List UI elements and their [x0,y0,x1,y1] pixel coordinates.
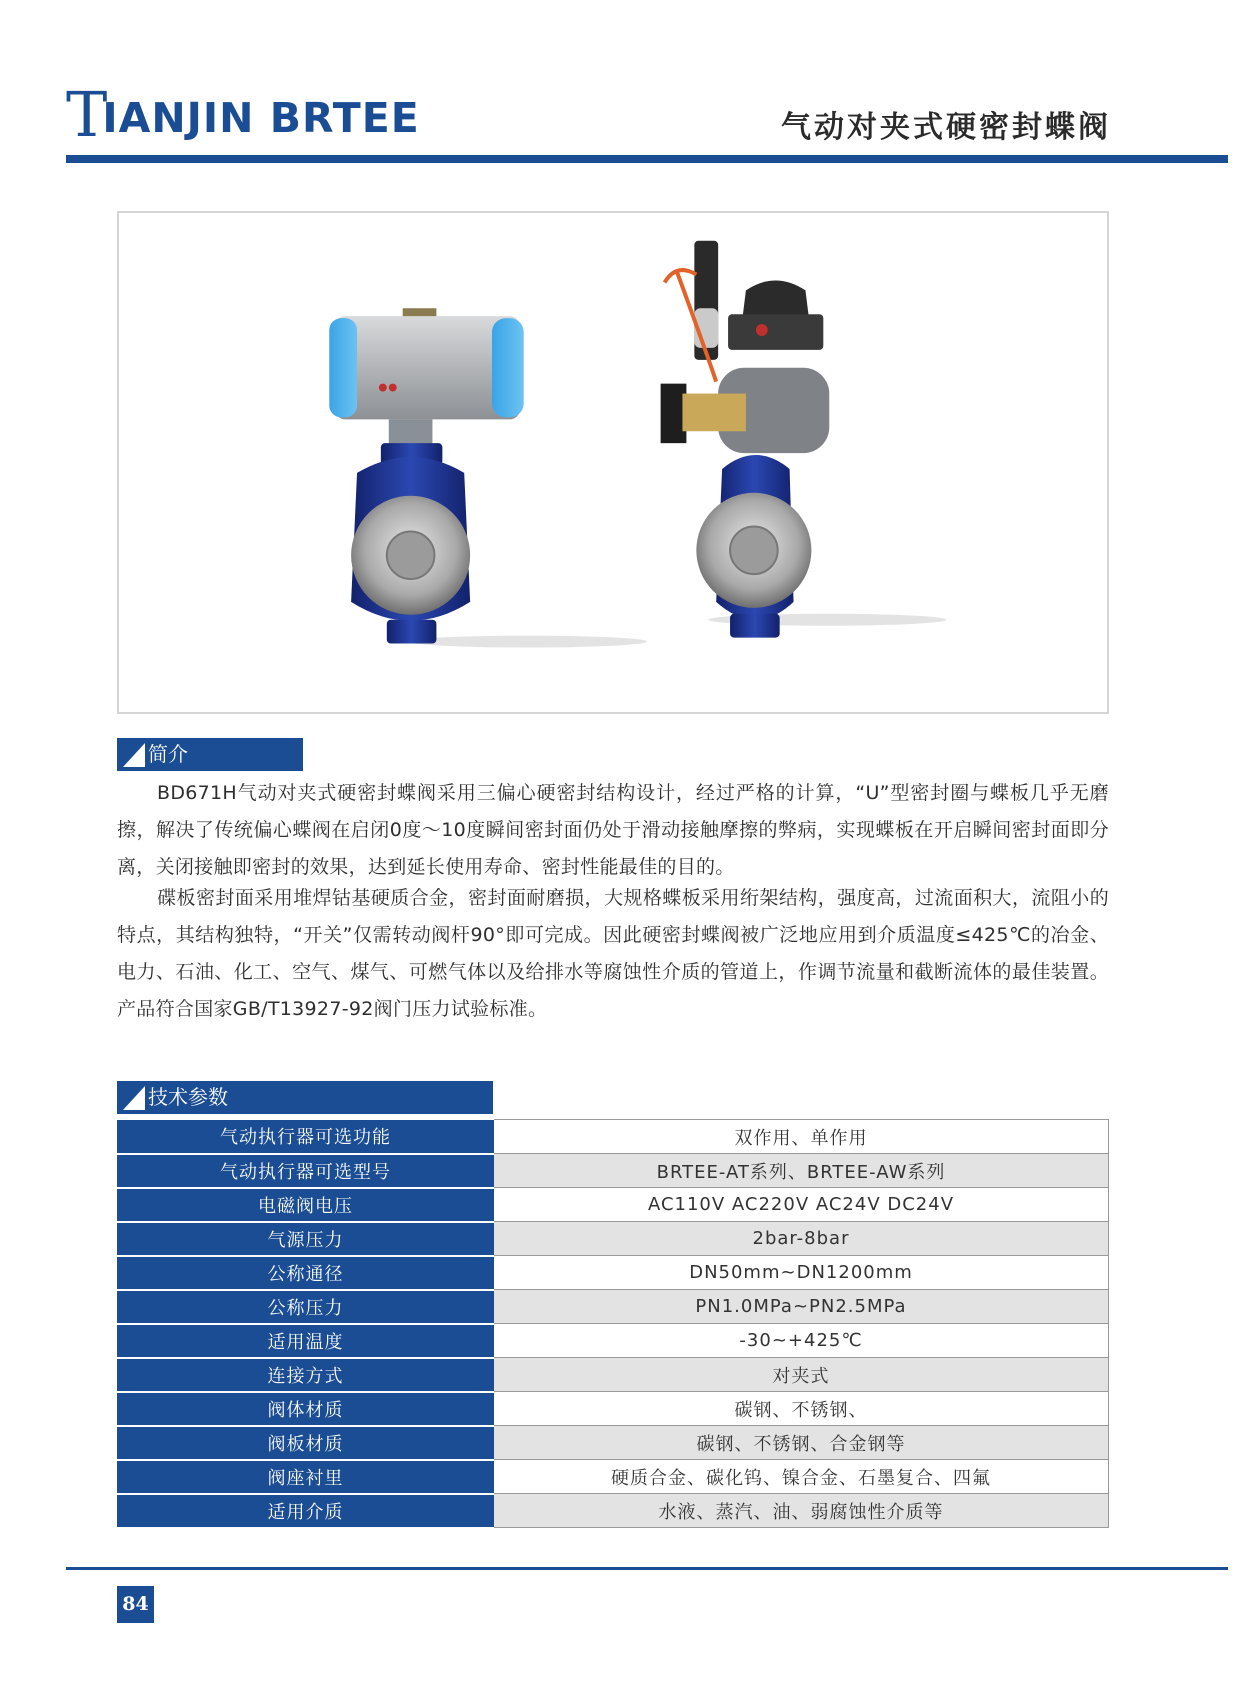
intro-paragraph-2 [117,880,1109,1028]
table-row [117,1494,1109,1528]
product-photo-frame [117,211,1109,714]
table-row [117,1358,1109,1392]
spec-label: 气源压力 [117,1222,494,1256]
table-row [117,1222,1109,1256]
specs-section-header [117,1081,493,1114]
page-number: 84 [117,1586,154,1623]
spec-value: 碳钢、不锈钢、 [494,1392,1109,1426]
specs-section-label: 技术参数 [148,1085,228,1109]
valve-with-actuator [329,308,646,647]
table-row [117,1256,1109,1290]
spec-value: 碳钢、不锈钢、合金钢等 [494,1426,1109,1460]
product-photo [119,213,1107,712]
intro-paragraph-1 [117,775,1109,886]
spec-label: 阀体材质 [117,1392,494,1426]
spec-label: 阀板材质 [117,1426,494,1460]
spec-value: -30~+425℃ [494,1324,1109,1358]
table-row [117,1120,1109,1154]
spec-label: 适用介质 [117,1494,494,1528]
brand-logo [66,78,420,151]
logo-initial: T [66,78,109,151]
table-row [117,1188,1109,1222]
table-row [117,1460,1109,1494]
valve-with-solenoid-and-positioner [661,241,947,638]
table-row [117,1290,1109,1324]
logo-text: IANJIN BRTEE [102,94,420,142]
spec-value: 水液、蒸汽、油、弱腐蚀性介质等 [494,1494,1109,1528]
intro-paragraph-2-text: 碟板密封面采用堆焊钴基硬质合金，密封面耐磨损，大规格蝶板采用绗架结构，强度高，过流面积大，流阻小的特点，其结构独特，“开关”仅需转动阀杆90°即可完成。因此硬密封蝶阀被广泛地应用到介质温度≤425℃的冶金、电力、石油、化工、空气、煤气、可燃气体以及给排水等腐蚀性介质的管道上，作调节流量和截断流体的最佳装置。产品符合国家GB/T13927-92阀门压力试验标准。 [117,887,1109,1020]
spec-value: 双作用、单作用 [494,1120,1109,1154]
table-row [117,1324,1109,1358]
table-row [117,1154,1109,1188]
spec-value: DN50mm~DN1200mm [494,1256,1109,1290]
spec-label: 电磁阀电压 [117,1188,494,1222]
intro-paragraph-1-text: BD671H气动对夹式硬密封蝶阀采用三偏心硬密封结构设计，经过严格的计算，“U”型密封圈与蝶板几乎无磨擦，解决了传统偏心蝶阀在启闭0度～10度瞬间密封面仍处于滑动接触摩擦的弊病，实现蝶板在开启瞬间密封面即分离，关闭接触即密封的效果，达到延长使用寿命、密封性能最佳的目的。 [117,782,1109,878]
footer-rule [66,1567,1228,1570]
spec-value: 硬质合金、碳化钨、镍合金、石墨复合、四氟 [494,1460,1109,1494]
spec-label: 阀座衬里 [117,1460,494,1494]
spec-table [117,1119,1109,1529]
triangle-icon [123,743,145,767]
triangle-icon [123,1086,145,1110]
spec-value: 2bar-8bar [494,1222,1109,1256]
intro-section-header [117,738,303,771]
table-row [117,1392,1109,1426]
spec-label: 气动执行器可选型号 [117,1154,494,1188]
spec-value: AC110V AC220V AC24V DC24V [494,1188,1109,1222]
spec-label: 连接方式 [117,1358,494,1392]
spec-value: 对夹式 [494,1358,1109,1392]
header-rule [66,155,1228,163]
spec-label: 公称压力 [117,1290,494,1324]
spec-label: 适用温度 [117,1324,494,1358]
intro-section-label: 简介 [148,742,188,766]
spec-value: PN1.0MPa~PN2.5MPa [494,1290,1109,1324]
spec-label: 气动执行器可选功能 [117,1120,494,1154]
page-title: 气动对夹式硬密封蝶阀 [781,110,1111,145]
spec-label: 公称通径 [117,1256,494,1290]
table-row [117,1426,1109,1460]
spec-value: BRTEE-AT系列、BRTEE-AW系列 [494,1154,1109,1188]
